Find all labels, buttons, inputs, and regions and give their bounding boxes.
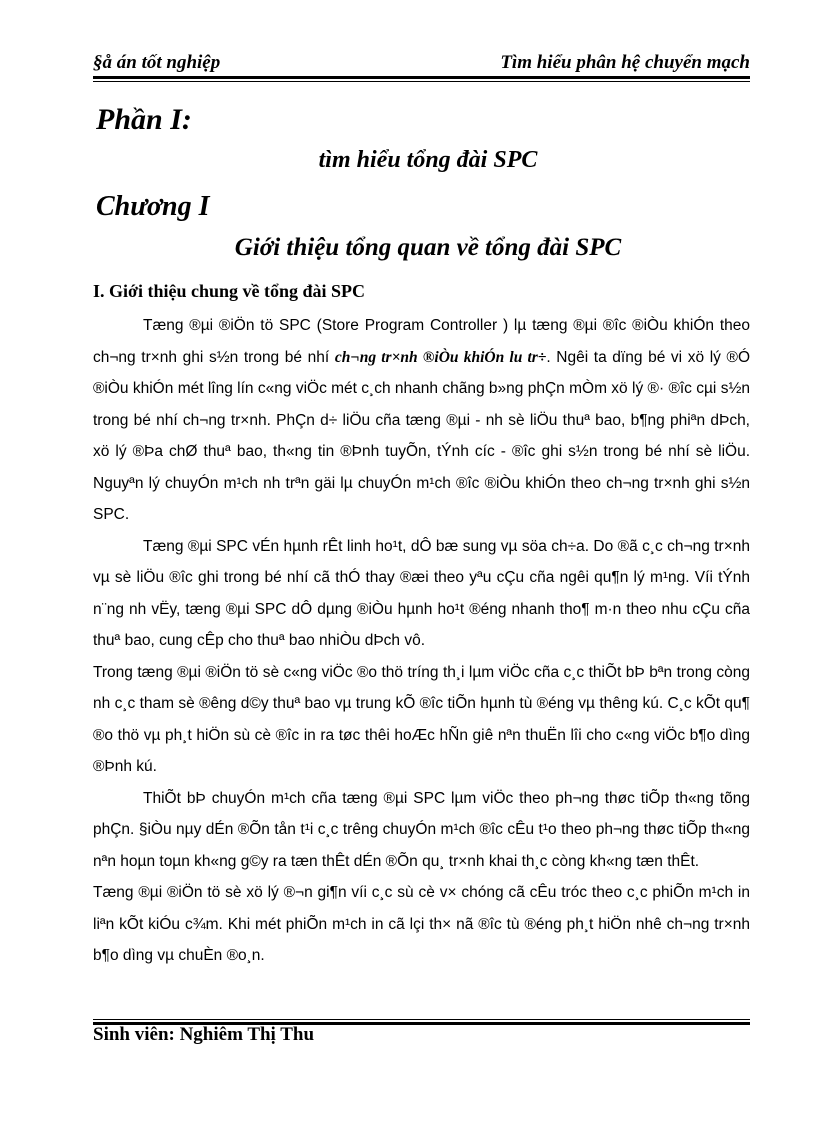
chapter-title: Chương I bbox=[96, 191, 210, 222]
paragraph-text: Tæng ®µi ®iÖn tö SPC (Store Program Controller ) lµ tæng ®µi ®îc ®iÒu khiÓn theo ch¬ng tr×nh ghi s½n trong bé nhí bbox=[93, 317, 750, 366]
section-heading: I. Giới thiệu chung về tổng đài SPC bbox=[93, 281, 366, 301]
header-document-type: §å án tốt nghiệp bbox=[93, 52, 221, 73]
header-document-topic: Tìm hiểu phân hệ chuyển mạch bbox=[500, 52, 750, 73]
paragraph-text: . Ngêi ta dïng bé vi xö lý ®Ó ®iÒu khiÓn mét lîng lín c«ng viÖc mét c¸ch nhanh chãng b»ng phÇn mÒm xö lý ®· ®îc cµi s½n trong bé nhí ch¬ng tr×nh. PhÇn d÷ liÖu cña tæng ®µi - nh sè liÖu thuª bao, b¶ng phiªn dÞch, xö lý ®Þa chØ thuª bao, th«ng tin ®Þnh tuyÕn, tÝnh cíc - ®îc ghi s½n trong bé nhí sè liÖu. Nguyªn lý chuyÓn m¹ch nh trªn gäi lµ chuyÓn m¹ch ®îc ®iÒu khiÓn theo ch¬ng tr×nh ghi s½n SPC. bbox=[93, 348, 751, 523]
header-rule-thin bbox=[93, 81, 750, 82]
paragraph bbox=[93, 310, 750, 531]
part-subtitle: tìm hiểu tổng đài SPC bbox=[318, 147, 538, 173]
part-title: Phần I: bbox=[96, 103, 192, 136]
body-text bbox=[93, 310, 750, 972]
paragraph: Tæng ®µi ®iÖn tö sè xö lý ®¬n gi¶n víi c¸c sù cè v× chóng cã cÊu tróc theo c¸c phiÕn m¹ch in liªn kÕt kiÓu c¾m. Khi mét phiÕn m¹ch in cã lçi th× nã ®îc tù ®éng ph¸t hiÖn nhê ch¬ng tr×nh b¶o dìng vµ chuÈn ®o¸n. bbox=[93, 884, 750, 964]
paragraph: ThiÕt bÞ chuyÓn m¹ch cña tæng ®µi SPC lµm viÖc theo ph¬ng thøc tiÕp th«ng tõng phÇn. §iÒu nµy dÉn ®Õn tån t¹i c¸c trêng chuyÓn m¹ch ®îc cÊu t¹o theo ph¬ng thøc tiÕp th«ng nªn hoµn toµn kh«ng g©y ra tæn thÊt dÉn ®Õn qu¸ tr×nh khai th¸c còng kh«ng tæn thÊt. bbox=[93, 789, 750, 870]
page-header bbox=[93, 52, 750, 78]
paragraph: Tæng ®µi SPC vÉn hµnh rÊt linh ho¹t, dÔ bæ sung vµ söa ch÷a. Do ®ã c¸c ch¬ng tr×nh vµ sè liÖu ®îc ghi trong bé nhí cã thÓ thay ®æi theo yªu cÇu cña ngêi qu¶n lý m¹ng. Víi tÝnh n¨ng nh vËy, tæng ®µi SPC dÔ dµng ®iÒu hµnh ho¹t ®éng nhanh tho¶ m·n theo nhu cÇu cña thuª bao, cung cÊp cho thuª bao nhiÒu dÞch vô. bbox=[93, 537, 750, 649]
footer-author: Sinh viên: Nghiêm Thị Thu bbox=[93, 1024, 315, 1045]
footer-rule-thin bbox=[93, 1019, 750, 1020]
header-rule-thick bbox=[93, 76, 750, 79]
paragraph: Trong tæng ®µi ®iÖn tö sè c«ng viÖc ®o thö tríng th¸i lµm viÖc cña c¸c thiÕt bÞ bªn trong còng nh c¸c tham sè ®êng d©y thuª bao vµ trung kÕ ®îc tiÕn hµnh tù ®éng vµ thêng kú. C¸c kÕt qu¶ ®o thö vµ ph¸t hiÖn sù cè ®îc in ra tøc thêi hoÆc hÑn giê nªn thuËn lîi cho c«ng viÖc b¶o dìng ®Þnh kú. bbox=[93, 663, 750, 775]
paragraph-emphasis: ch¬ng tr×nh ®iÒu khiÓn lu tr÷ bbox=[334, 348, 547, 366]
chapter-subtitle: Giới thiệu tổng quan về tổng đài SPC bbox=[234, 234, 622, 261]
